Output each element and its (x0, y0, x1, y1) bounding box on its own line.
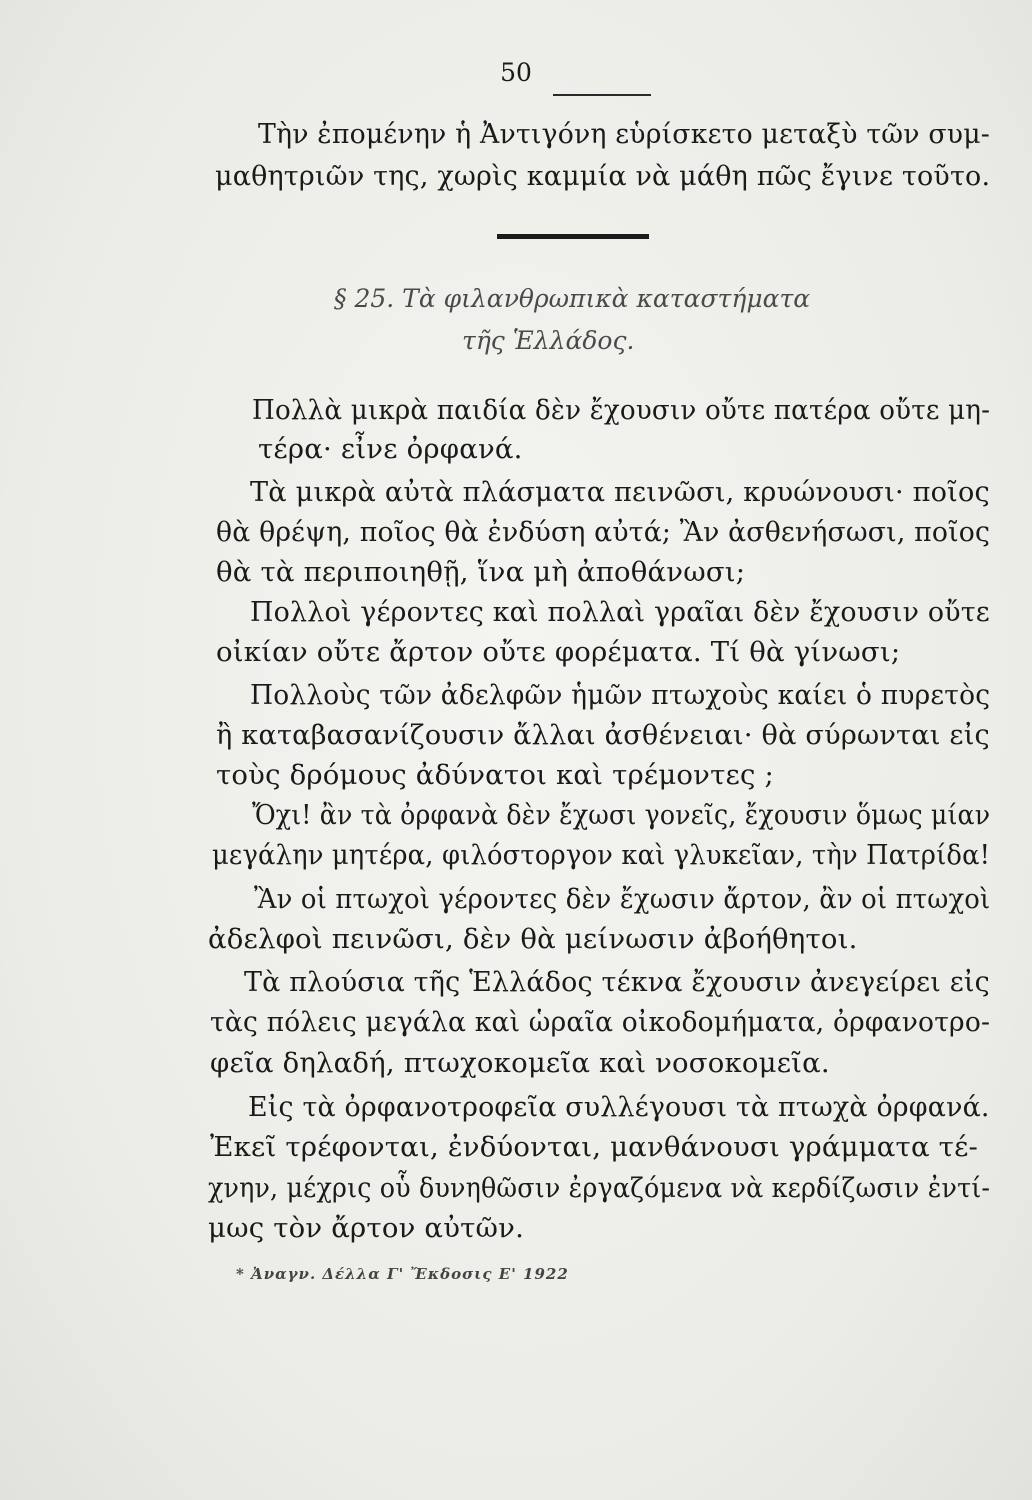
text-line: τοὺς δρόμους ἀδύνατοι καὶ τρέμοντες ; (216, 759, 774, 791)
text-line: ἀδελφοὶ πεινῶσι, δὲν θὰ μείνωσιν ἀβοήθητοι. (208, 923, 858, 955)
text-line: μεγάλην μητέρα, φιλόστοργον καὶ γλυκεῖαν, τὴν Πατρίδα! (212, 839, 991, 871)
text-line: Τὴν ἐπομένην ἡ Ἀντιγόνη εὑρίσκετο μεταξὺ τῶν συμ- (258, 118, 990, 150)
text-line: Πολλὰ μικρὰ παιδία δὲν ἔχουσιν οὔτε πατέρα οὔτε μη- (252, 394, 991, 426)
text-line: μαθητριῶν της, χωρὶς καμμία νὰ μάθη πῶς ἔγινε τοῦτο. (215, 160, 991, 192)
text-line: ἢ καταβασανίζουσιν ἄλλαι ἀσθένειαι· θὰ σύρωνται εἰς (216, 719, 990, 751)
text-line: Τὰ μικρὰ αὐτὰ πλάσματα πεινῶσι, κρυώνουσι· ποῖος (250, 476, 990, 508)
page-number: 50 (500, 58, 532, 87)
section-heading-line1: § 25. Τὰ φιλανθρωπικὰ καταστήματα (334, 284, 811, 313)
page-number-underline (553, 94, 651, 96)
text-line: φεῖα δηλαδή, πτωχοκομεῖα καὶ νοσοκομεῖα. (210, 1047, 830, 1079)
text-line: Τὰ πλούσια τῆς Ἑλλάδος τέκνα ἔχουσιν ἀνεγείρει εἰς (244, 966, 990, 998)
text-line: Ὄχι! ἂν τὰ ὀρφανὰ δὲν ἔχωσι γονεῖς, ἔχουσιν ὅμως μίαν (252, 799, 991, 831)
text-line: Εἰς τὰ ὀρφανοτροφεῖα συλλέγουσι τὰ πτωχὰ ὀρφανά. (248, 1091, 990, 1123)
text-line: χνην, μέχρις οὗ δυνηθῶσιν ἐργαζόμενα νὰ κερδίζωσιν ἐντί- (208, 1172, 991, 1204)
text-line: τέρα· εἶνε ὀρφανά. (258, 433, 523, 465)
text-line: θὰ θρέψη, ποῖος θὰ ἐνδύση αὐτά; Ἂν ἀσθενήσωσι, ποῖος (216, 516, 991, 548)
section-heading-line2: τῆς Ἑλλάδος. (462, 326, 635, 355)
text-line: τὰς πόλεις μεγάλα καὶ ὡραῖα οἰκοδομήματα, ὀρφανοτρο- (210, 1006, 991, 1038)
text-line: Ἐκεῖ τρέφονται, ἐνδύονται, μανθάνουσι γράμματα τέ- (210, 1131, 979, 1163)
text-line: Πολλοὺς τῶν ἀδελφῶν ἡμῶν πτωχοὺς καίει ὁ πυρετὸς (250, 679, 991, 711)
text-line: οἰκίαν οὔτε ἄρτον οὔτε φορέματα. Τί θὰ γίνωσι; (216, 636, 901, 668)
section-divider (497, 234, 649, 239)
text-line: μως τὸν ἄρτον αὐτῶν. (208, 1212, 525, 1244)
text-line: θὰ τὰ περιποιηθῇ, ἵνα μὴ ἀποθάνωσι; (216, 556, 746, 588)
text-line: Ἂν οἱ πτωχοὶ γέροντες δὲν ἔχωσιν ἄρτον, ἂν οἱ πτωχοὶ (254, 883, 991, 915)
footer-note: * Ἀναγν. Δέλλα Γ' Ἔκδοσις Ε' 1922 (236, 1265, 569, 1283)
text-line: Πολλοὶ γέροντες καὶ πολλαὶ γραῖαι δὲν ἔχουσιν οὔτε (250, 596, 990, 628)
